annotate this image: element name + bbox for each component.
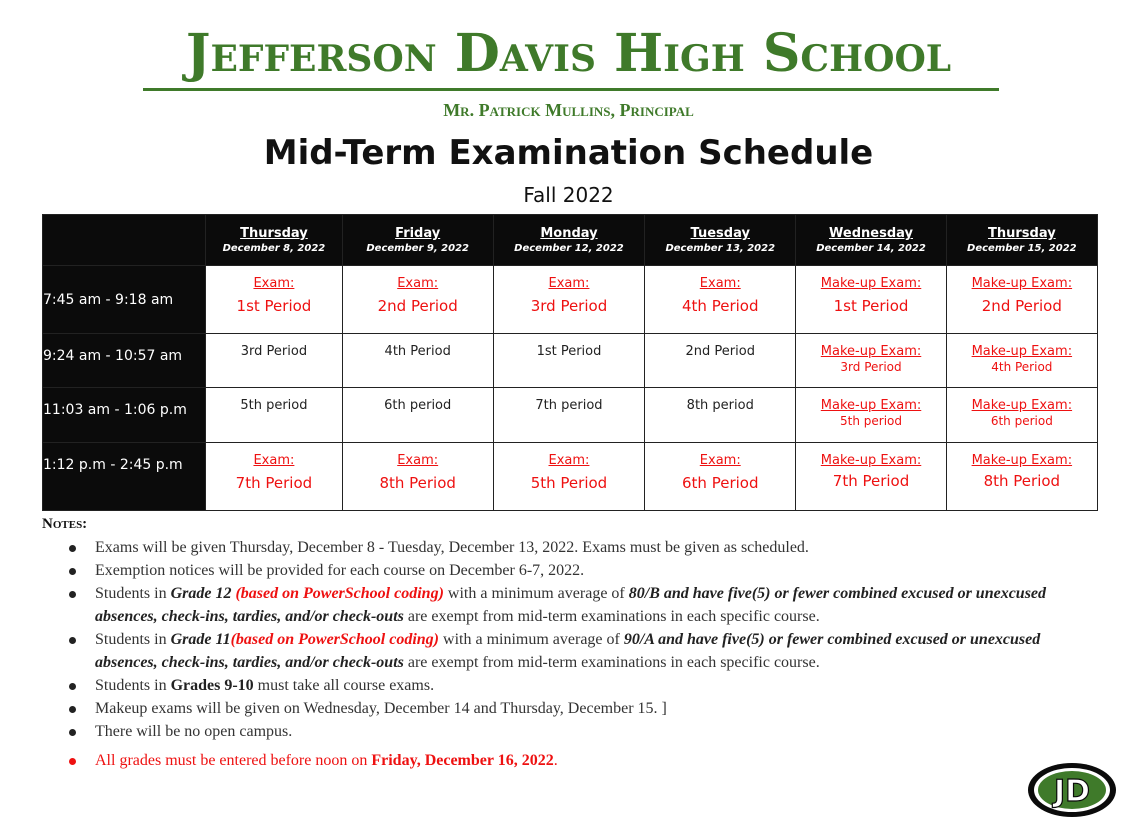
exam-label: Exam: [548, 276, 590, 291]
day-name: Friday [395, 226, 441, 241]
note-text: . [553, 752, 558, 769]
exam-cell [645, 388, 796, 443]
exam-cell [342, 443, 493, 511]
day-date: December 15, 2022 [967, 243, 1077, 254]
day-date: December 9, 2022 [366, 243, 469, 254]
notes-list [42, 536, 1062, 772]
bullet-icon [69, 545, 76, 552]
makeup-period: 4th Period [991, 360, 1053, 374]
exam-label: Exam: [253, 276, 295, 291]
exam-cell [206, 388, 342, 443]
exam-period: 6th Period [682, 474, 759, 492]
exam-period: 5th period [240, 398, 308, 413]
makeup-label: Make-up Exam: [820, 453, 922, 468]
time-slot: 9:24 am - 10:57 am [43, 334, 206, 388]
day-date: December 13, 2022 [665, 243, 776, 254]
note-text: are exempt from mid-term examinations in each specific course. [403, 608, 820, 625]
exam-period: 1st Period [536, 344, 602, 359]
makeup-label: Make-up Exam: [971, 276, 1073, 291]
makeup-label: Make-up Exam: [820, 344, 922, 359]
makeup-cell [946, 443, 1097, 511]
note-coding: (based on PowerSchool coding) [230, 631, 440, 648]
day-header [796, 215, 946, 266]
makeup-cell [946, 334, 1097, 388]
list-item [42, 749, 1062, 772]
list-item [42, 536, 1062, 559]
bullet-icon [69, 591, 76, 598]
school-name: Jefferson Davis High School [185, 23, 952, 84]
exam-cell [493, 266, 644, 334]
exam-period: 8th period [686, 398, 754, 413]
exam-period: 8th Period [379, 474, 456, 492]
makeup-period: 2nd Period [981, 297, 1062, 315]
day-header [645, 215, 796, 266]
note-criteria: 80/B and have five(5) or fewer combined excused or unexcused absences, check-ins, tardies, and/or check-outs [95, 585, 1047, 625]
exam-cell [493, 388, 644, 443]
makeup-label: Make-up Exam: [820, 398, 922, 413]
note-grade: Grade 12 [170, 585, 236, 602]
note-text: must take all course exams. [253, 677, 435, 694]
table-row [43, 266, 1098, 334]
note-coding: (based on PowerSchool coding) [235, 585, 444, 602]
exam-cell [206, 443, 342, 511]
day-name: Thursday [987, 226, 1056, 241]
exam-period: 2nd Period [377, 297, 458, 315]
bullet-icon [69, 637, 76, 644]
day-name: Tuesday [690, 226, 750, 241]
time-slot: 11:03 am - 1:06 p.m [43, 388, 206, 443]
school-logo [1026, 761, 1118, 819]
day-header [206, 215, 342, 266]
exam-label: Exam: [397, 276, 439, 291]
day-header [946, 215, 1097, 266]
makeup-period: 5th period [840, 414, 903, 428]
note-text: are exempt from mid-term examinations in each specific course. [403, 654, 820, 671]
exam-period: 6th period [384, 398, 452, 413]
makeup-period: 1st Period [833, 297, 909, 315]
exam-cell [493, 443, 644, 511]
exam-cell [342, 388, 493, 443]
bullet-icon [69, 729, 76, 736]
makeup-period: 8th Period [983, 472, 1061, 490]
day-date: December 12, 2022 [514, 243, 624, 254]
note-deadline: Friday, December 16, 2022 [371, 752, 554, 769]
makeup-period: 3rd Period [840, 360, 902, 374]
bullet-icon [69, 758, 76, 765]
day-header [493, 215, 644, 266]
note-text: All grades must be entered before noon on [95, 752, 372, 769]
exam-period: 3rd Period [240, 344, 308, 359]
makeup-label: Make-up Exam: [971, 344, 1073, 359]
exam-period: 4th Period [682, 297, 759, 315]
makeup-label: Make-up Exam: [971, 453, 1073, 468]
exam-period: 4th Period [384, 344, 451, 359]
exam-label: Exam: [397, 453, 439, 468]
exam-cell [645, 443, 796, 511]
exam-period: 3rd Period [530, 297, 608, 315]
exam-schedule-table [42, 214, 1098, 511]
corner-cell [43, 215, 206, 266]
day-name: Monday [540, 226, 598, 241]
list-item [42, 720, 1062, 743]
list-item [42, 628, 1062, 674]
exam-cell [342, 266, 493, 334]
list-item [42, 582, 1062, 628]
time-slot: 7:45 am - 9:18 am [43, 266, 206, 334]
page-title: Mid-Term Examination Schedule [263, 133, 874, 173]
exam-cell [645, 266, 796, 334]
exam-label: Exam: [253, 453, 295, 468]
header-row [43, 215, 1098, 266]
note-text: Makeup exams will be given on Wednesday, December 14 and Thursday, December 15. ] [95, 700, 667, 717]
makeup-label: Make-up Exam: [820, 276, 922, 291]
makeup-cell [796, 266, 946, 334]
note-text: Exams will be given Thursday, December 8 - Tuesday, December 13, 2022. Exams must be given as scheduled. [95, 539, 809, 556]
exam-cell [206, 334, 342, 388]
note-text: Students in [95, 585, 171, 602]
bullet-icon [69, 683, 76, 690]
exam-label: Exam: [699, 276, 741, 291]
exam-cell [206, 266, 342, 334]
notes-heading: Notes: [42, 516, 88, 532]
note-text: Students in [95, 631, 171, 648]
note-criteria: 90/A and have five(5) or fewer combined excused or unexcused absences, check-ins, tardies, and/or check-outs [95, 631, 1041, 671]
time-slot: 1:12 p.m - 2:45 p.m [43, 443, 206, 511]
table-row [43, 443, 1098, 511]
makeup-cell [796, 334, 946, 388]
makeup-period: 7th Period [832, 472, 910, 490]
note-text: Exemption notices will be provided for each course on December 6-7, 2022. [95, 562, 585, 579]
bullet-icon [69, 706, 76, 713]
makeup-cell [946, 388, 1097, 443]
day-date: December 14, 2022 [816, 243, 926, 254]
note-text: with a minimum average of [443, 585, 629, 602]
note-text: Students in [95, 677, 171, 694]
exam-period: 5th Period [530, 474, 608, 492]
list-item [42, 559, 1062, 582]
makeup-period: 6th period [990, 414, 1053, 428]
exam-cell [493, 334, 644, 388]
exam-label: Exam: [699, 453, 741, 468]
note-text: with a minimum average of [439, 631, 624, 648]
exam-period: 1st Period [236, 297, 312, 315]
exam-label: Exam: [548, 453, 590, 468]
day-date: December 8, 2022 [222, 243, 326, 254]
exam-period: 7th period [535, 398, 603, 413]
exam-period: 7th Period [235, 474, 313, 492]
list-item [42, 697, 1062, 720]
exam-cell [342, 334, 493, 388]
bullet-icon [69, 568, 76, 575]
exam-cell [645, 334, 796, 388]
note-text: There will be no open campus. [95, 723, 293, 740]
table-row [43, 334, 1098, 388]
exam-period: 2nd Period [685, 344, 755, 359]
day-header [342, 215, 493, 266]
note-grades: Grades 9-10 [170, 677, 254, 694]
day-name: Wednesday [829, 226, 914, 241]
logo-text: JD [1053, 774, 1091, 809]
makeup-cell [946, 266, 1097, 334]
makeup-label: Make-up Exam: [971, 398, 1073, 413]
day-name: Thursday [240, 226, 308, 241]
note-grade: Grade 11 [170, 631, 231, 648]
header-rule [143, 88, 999, 91]
principal-name: Mr. Patrick Mullins, Principal [443, 100, 694, 120]
makeup-cell [796, 388, 946, 443]
table-row [43, 388, 1098, 443]
makeup-cell [796, 443, 946, 511]
term-label: Fall 2022 [523, 183, 614, 207]
list-item [42, 674, 1062, 697]
